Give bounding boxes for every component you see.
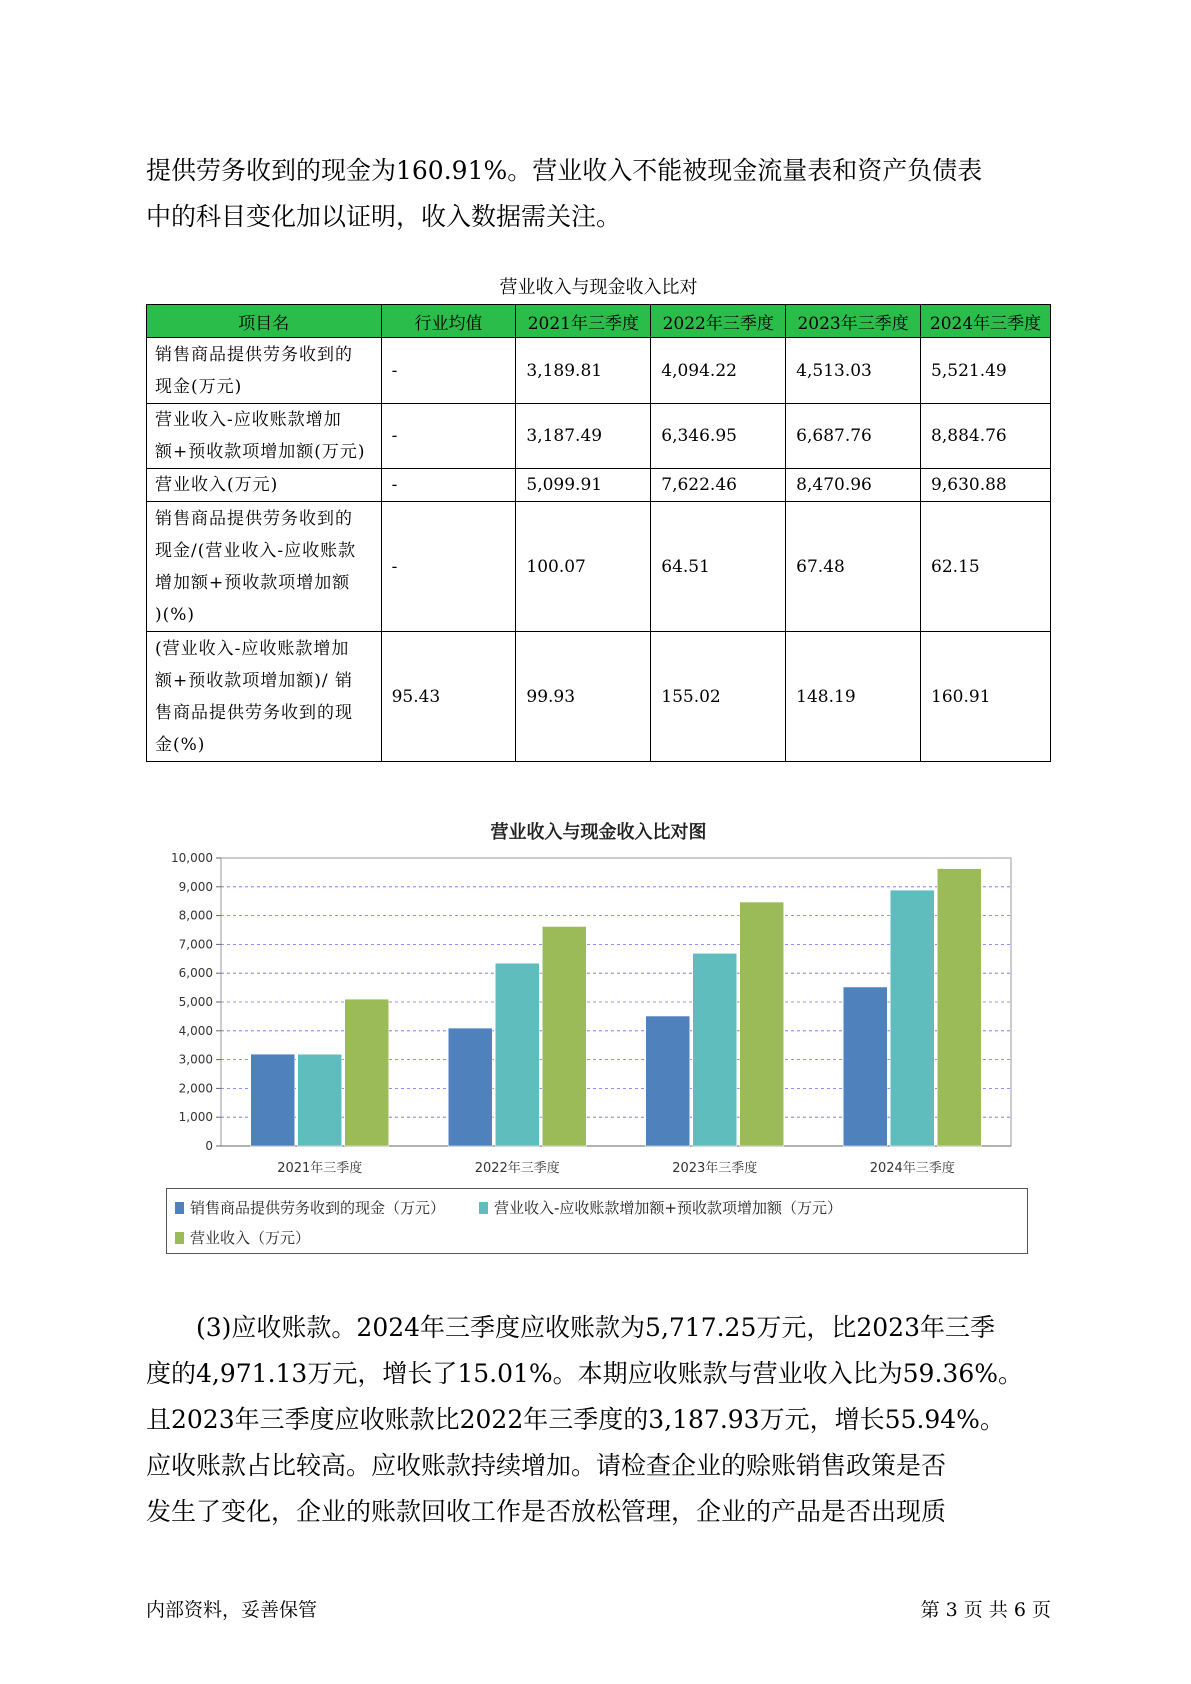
bar xyxy=(843,987,887,1146)
table-cell: 7,622.46 xyxy=(651,469,786,502)
table-cell: - xyxy=(381,338,516,404)
chart-legend xyxy=(166,1188,1028,1254)
row-label-line: 销售商品提供劳务收到的 xyxy=(155,508,353,529)
row-label xyxy=(147,502,382,632)
table-cell: - xyxy=(381,469,516,502)
legend-item xyxy=(175,1227,310,1248)
bar xyxy=(345,999,389,1146)
row-label-line: 金(%) xyxy=(155,734,206,755)
table-cell: 160.91 xyxy=(921,632,1051,762)
y-tick-label: 10,000 xyxy=(171,851,213,865)
table-cell: 5,521.49 xyxy=(921,338,1051,404)
table-cell: 3,187.49 xyxy=(516,404,651,469)
y-tick-label: 4,000 xyxy=(178,1023,213,1038)
footer-confidential: 内部资料，妥善保管 xyxy=(146,1599,318,1621)
row-label-line: 营业收入-应收账款增加 xyxy=(155,410,342,430)
row-label-line: 增加额+预收款项增加额 xyxy=(155,572,351,593)
bar xyxy=(251,1054,295,1146)
table-cell: 8,884.76 xyxy=(921,404,1051,469)
row-label-line: 销售商品提供劳务收到的 xyxy=(155,344,353,365)
bar xyxy=(448,1028,492,1146)
body-paragraph xyxy=(146,1305,1051,1535)
bar xyxy=(693,953,737,1146)
y-tick-label: 5,000 xyxy=(178,995,213,1009)
table-row xyxy=(147,502,1051,632)
body-line: 且2023年三季度应收账款比2022年三季度的3,187.93万元，增长55.94%。 xyxy=(146,1405,1005,1434)
header-cell: 行业均值 xyxy=(381,305,516,338)
body-line: 度的4,971.13万元，增长了15.01%。本期应收账款与营业收入比为59.36%。 xyxy=(146,1359,1023,1388)
chart-title: 营业收入与现金收入比对图 xyxy=(490,822,707,843)
intro-paragraph xyxy=(146,148,1051,240)
footer-page-number: 第 3 页 共 6 页 xyxy=(920,1599,1051,1621)
y-tick-label: 9,000 xyxy=(178,879,213,894)
table-cell: - xyxy=(381,404,516,469)
table-cell: 155.02 xyxy=(651,632,786,762)
row-label xyxy=(147,338,382,404)
y-tick-label: 2,000 xyxy=(178,1081,213,1096)
row-label xyxy=(147,404,382,469)
intro-line: 中的科目变化加以证明，收入数据需关注。 xyxy=(146,202,622,231)
row-label-line: )(%) xyxy=(155,604,196,625)
bar xyxy=(937,869,981,1146)
row-label-line: 额+预收款项增加额)/ 销 xyxy=(155,670,354,691)
table-cell: 8,470.96 xyxy=(786,469,921,502)
y-tick-label: 8,000 xyxy=(178,908,213,923)
table-cell: - xyxy=(381,502,516,632)
table-row xyxy=(147,338,1051,404)
legend-swatch xyxy=(479,1202,488,1214)
row-label xyxy=(147,632,382,762)
header-cell: 2023年三季度 xyxy=(786,305,921,338)
table-row xyxy=(147,469,1051,502)
row-label-line: 现金/(营业收入-应收账款 xyxy=(155,540,357,561)
row-label-line: (营业收入-应收账款增加 xyxy=(155,638,350,659)
table-cell: 62.15 xyxy=(921,502,1051,632)
bar xyxy=(890,890,934,1146)
bar xyxy=(495,963,539,1146)
bar-chart xyxy=(146,848,1051,1183)
row-label-line: 现金(万元) xyxy=(155,376,243,397)
table-caption: 营业收入与现金收入比对 xyxy=(499,277,698,298)
bar xyxy=(542,926,586,1146)
row-label-line: 营业收入(万元) xyxy=(155,475,279,495)
y-tick-label: 3,000 xyxy=(178,1052,213,1067)
legend-item xyxy=(479,1197,842,1218)
comparison-table xyxy=(146,304,1051,762)
table-cell: 5,099.91 xyxy=(516,469,651,502)
row-label-line: 额+预收款项增加额(万元) xyxy=(155,442,366,462)
y-tick-label: 6,000 xyxy=(178,966,213,981)
table-cell: 100.07 xyxy=(516,502,651,632)
legend-swatch xyxy=(175,1232,184,1244)
bar xyxy=(646,1016,690,1146)
x-tick-label: 2022年三季度 xyxy=(474,1161,560,1176)
table-row xyxy=(147,404,1051,469)
table-header-row xyxy=(147,305,1051,338)
table-cell: 6,346.95 xyxy=(651,404,786,469)
legend-item xyxy=(175,1197,445,1218)
x-tick-label: 2024年三季度 xyxy=(869,1161,955,1176)
table-cell: 4,513.03 xyxy=(786,338,921,404)
row-label-line: 售商品提供劳务收到的现 xyxy=(155,702,353,723)
y-tick-label: 7,000 xyxy=(178,937,213,952)
body-line: 发生了变化，企业的账款回收工作是否放松管理，企业的产品是否出现质 xyxy=(146,1497,947,1526)
table-cell: 9,630.88 xyxy=(921,469,1051,502)
y-tick-label: 0 xyxy=(205,1139,213,1153)
x-tick-label: 2023年三季度 xyxy=(672,1161,758,1176)
table-row xyxy=(147,632,1051,762)
table-cell: 6,687.76 xyxy=(786,404,921,469)
bar xyxy=(740,902,784,1146)
legend-label: 营业收入-应收账款增加额+预收款项增加额（万元） xyxy=(494,1199,842,1217)
intro-line: 提供劳务收到的现金为160.91%。营业收入不能被现金流量表和资产负债表 xyxy=(146,156,983,185)
x-tick-label: 2021年三季度 xyxy=(277,1161,363,1176)
table-cell: 64.51 xyxy=(651,502,786,632)
legend-swatch xyxy=(175,1202,184,1214)
table-cell: 3,189.81 xyxy=(516,338,651,404)
body-line: 应收账款占比较高。应收账款持续增加。请检查企业的赊账销售政策是否 xyxy=(146,1451,947,1480)
header-cell: 项目名 xyxy=(147,305,382,338)
legend-label: 销售商品提供劳务收到的现金（万元） xyxy=(190,1199,446,1217)
table-cell: 4,094.22 xyxy=(651,338,786,404)
bar xyxy=(298,1054,342,1146)
body-line: (3)应收账款。2024年三季度应收账款为5,717.25万元，比2023年三季 xyxy=(196,1313,995,1342)
header-cell: 2022年三季度 xyxy=(651,305,786,338)
row-label xyxy=(147,469,382,502)
table-cell: 148.19 xyxy=(786,632,921,762)
header-cell: 2021年三季度 xyxy=(516,305,651,338)
y-tick-label: 1,000 xyxy=(178,1110,213,1125)
table-cell: 67.48 xyxy=(786,502,921,632)
table-cell: 99.93 xyxy=(516,632,651,762)
table-cell: 95.43 xyxy=(381,632,516,762)
header-cell: 2024年三季度 xyxy=(921,305,1051,338)
legend-label: 营业收入（万元） xyxy=(190,1229,311,1247)
